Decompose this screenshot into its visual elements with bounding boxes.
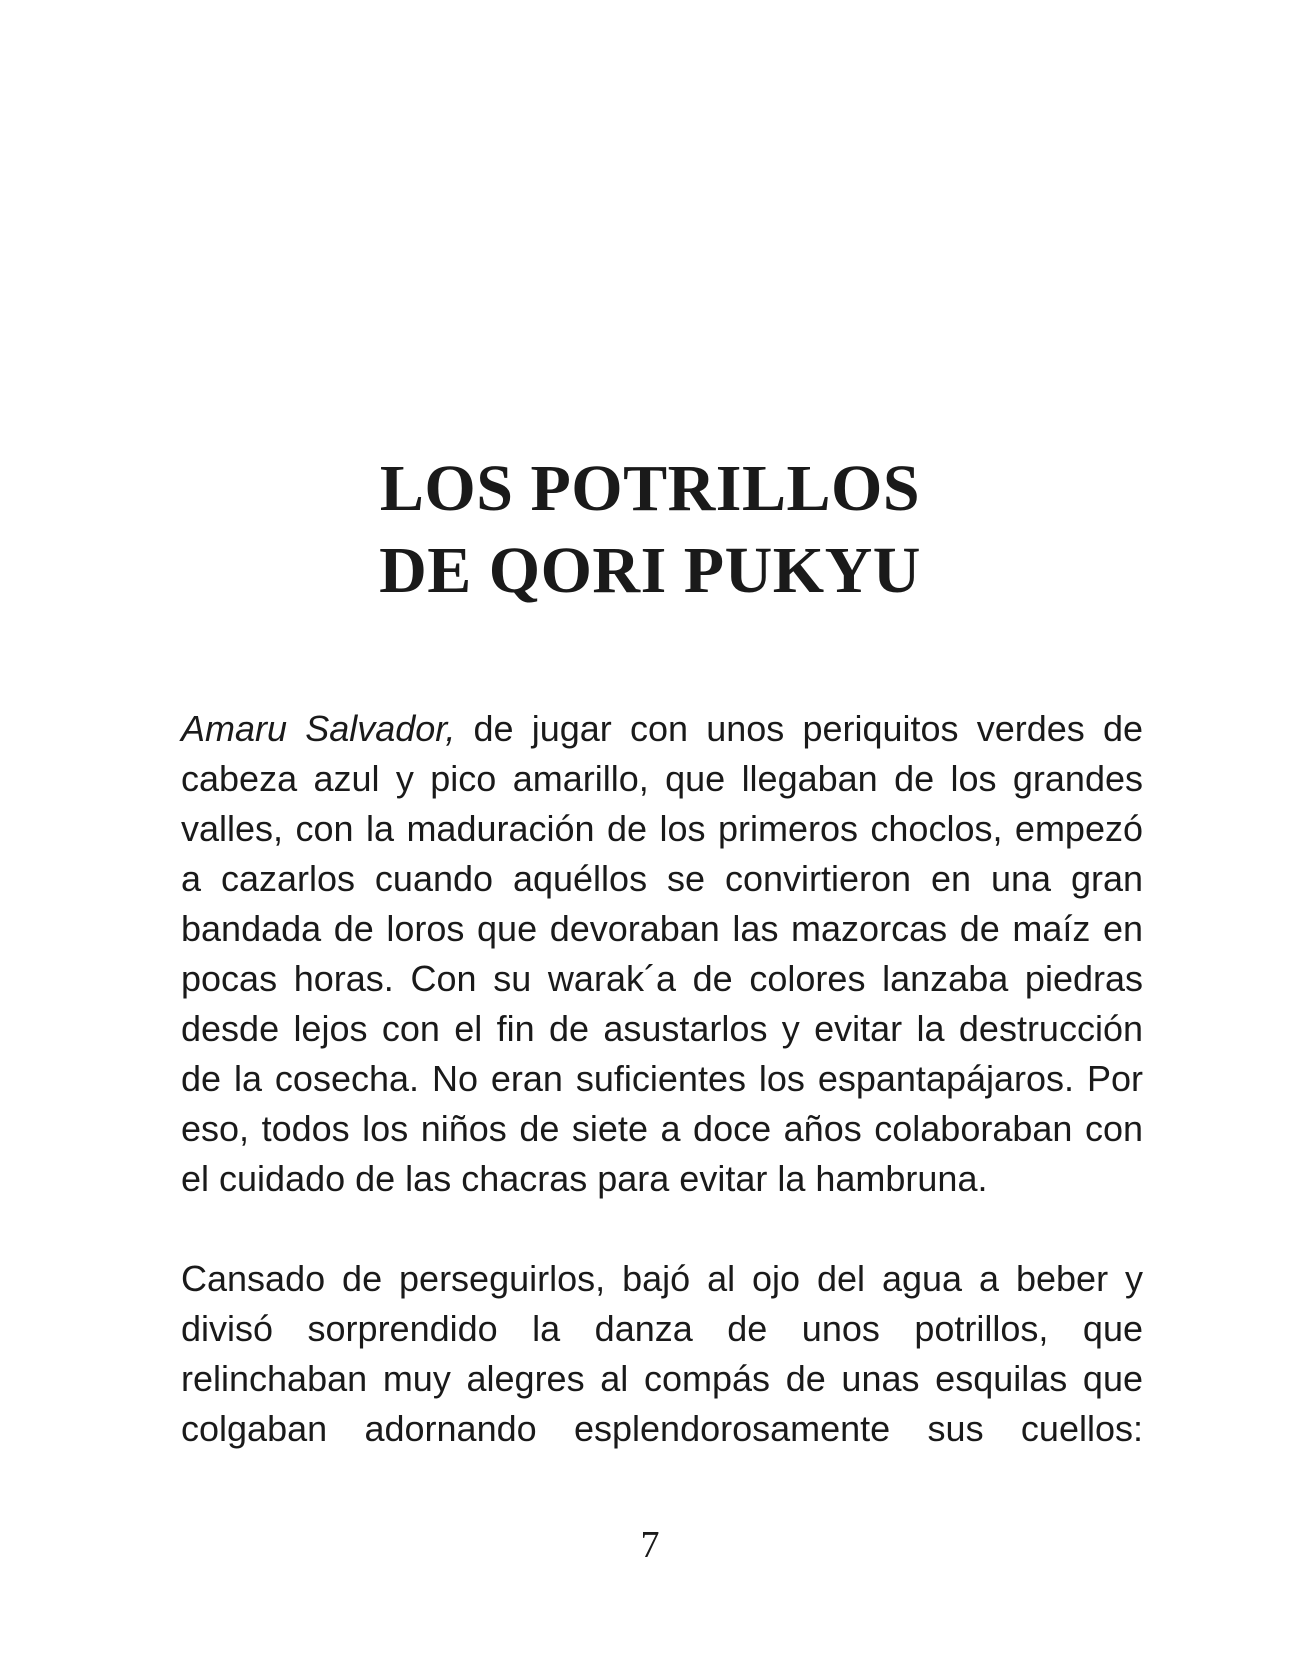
paragraph-1 bbox=[181, 704, 1143, 1204]
chapter-title-line-2: DE QORI PUKYU bbox=[379, 534, 921, 607]
character-name-italic: Amaru Salvador, bbox=[181, 708, 456, 749]
paragraph-2: Cansado de perseguirlos, bajó al ojo del agua a beber y divisó sorprendido la danza de unos potrillos, que relinchaban muy alegres al compás de unas esquilas que colgaban adornando esplendorosamente sus cuellos: bbox=[181, 1258, 1143, 1449]
chapter-title-line-1: LOS POTRILLOS bbox=[379, 452, 921, 525]
paragraph-1-text: de jugar con unos periquitos verdes de cabeza azul y pico amarillo, que llegaban de los grandes valles, con la maduración de los primeros choclos, empezó a cazarlos cuando aquéllos se convirtieron en una gran bandada de loros que devoraban las mazorcas de maíz en pocas horas. Con su warak´a de colores lanzaba piedras desde lejos con el fin de asustarlos y evitar la destrucción de la cosecha. No eran suficientes los espantapájaros. Por eso, todos los niños de siete a doce años colaboraban con el cuidado de las chacras para evitar la hambruna. bbox=[181, 708, 1144, 1199]
chapter-title bbox=[0, 448, 1300, 612]
page-number: 7 bbox=[640, 1524, 660, 1566]
chapter-body bbox=[181, 704, 1143, 1454]
